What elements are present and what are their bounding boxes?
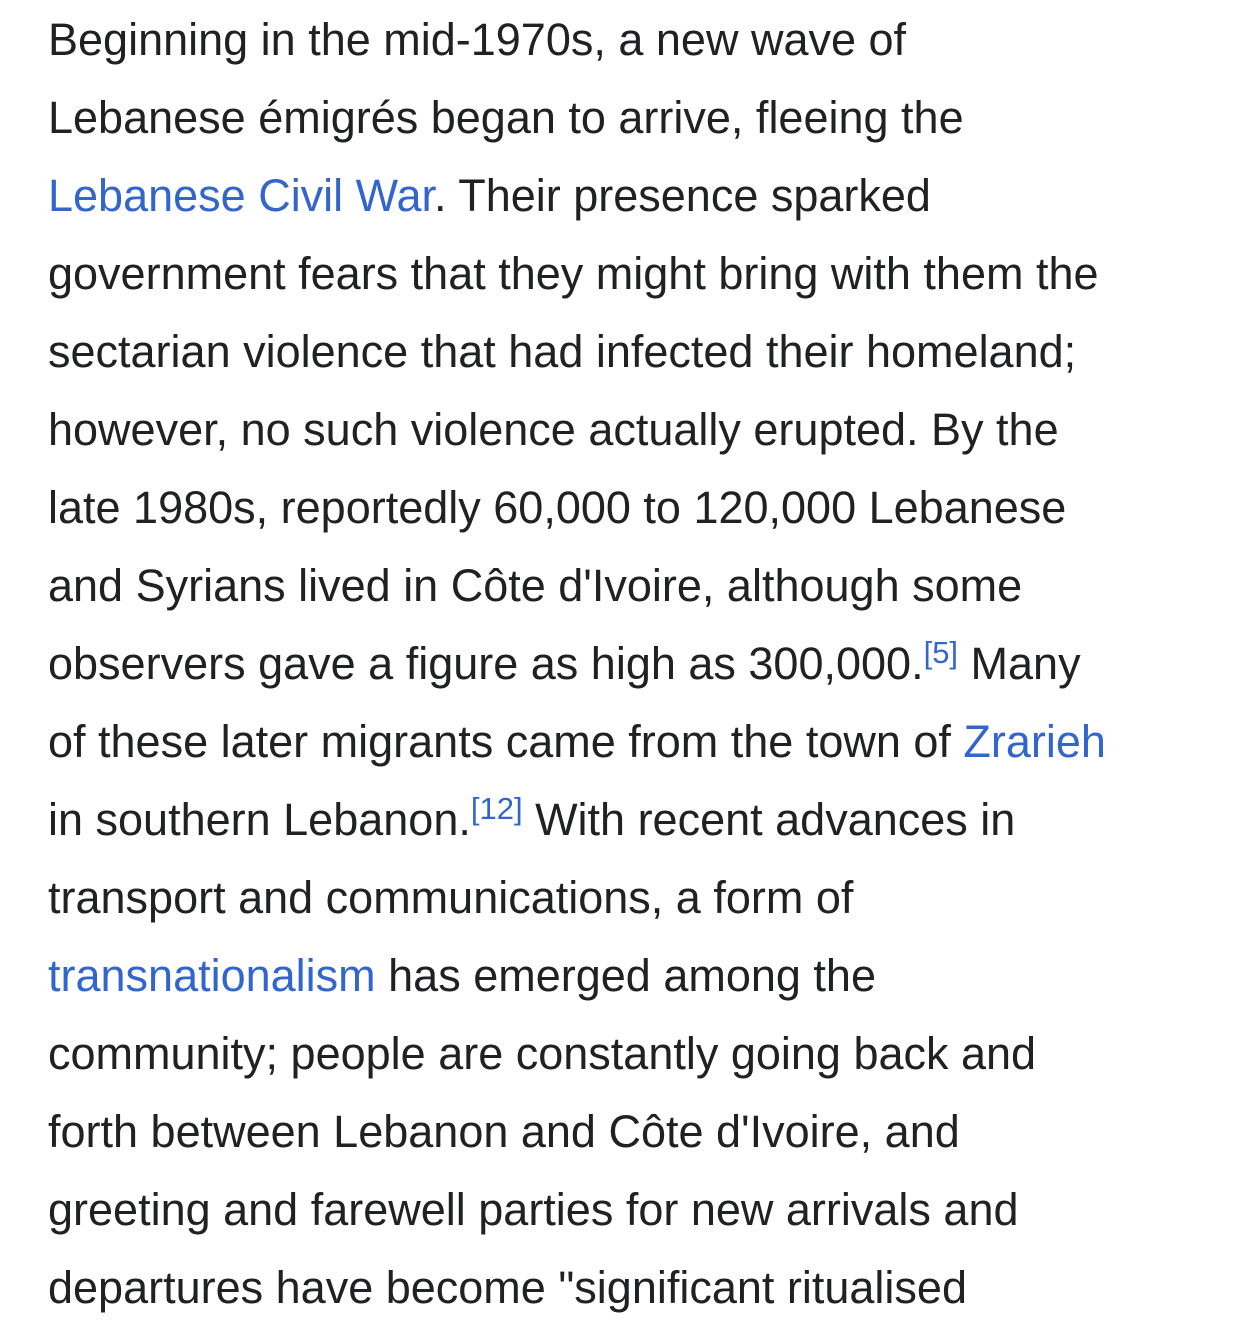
text-line: [48, 547, 1198, 625]
line-text: of these later migrants came from the town of: [48, 716, 964, 767]
line-text: in southern Lebanon.: [48, 794, 471, 845]
line-text: greeting and farewell parties for new arrivals and: [48, 1184, 1019, 1235]
line-text: community; people are constantly going back and: [48, 1028, 1037, 1079]
line-text: With recent advances in: [522, 794, 1016, 845]
text-line: [48, 1249, 1198, 1327]
text-line: [48, 1093, 1198, 1171]
line-text: sectarian violence that had infected their homeland;: [48, 326, 1077, 377]
link-zrarieh[interactable]: Zrarieh: [963, 716, 1106, 767]
text-line: [48, 625, 1198, 703]
link-transnationalism[interactable]: transnationalism: [48, 950, 376, 1001]
text-line: [48, 469, 1198, 547]
text-line: [48, 859, 1198, 937]
line-text: and Syrians lived in Côte d'Ivoire, although some: [48, 560, 1023, 611]
text-line: [48, 781, 1198, 859]
text-line: [48, 1, 1198, 79]
line-text: Beginning in the mid-1970s, a new wave of: [48, 14, 907, 65]
text-line: [48, 157, 1198, 235]
text-line: [48, 1015, 1198, 1093]
line-text: government fears that they might bring with them the: [48, 248, 1099, 299]
paragraph-text: [48, 1, 1198, 1327]
line-text: late 1980s, reportedly 60,000 to 120,000 Lebanese: [48, 482, 1067, 533]
text-line: [48, 1171, 1198, 1249]
line-text: transport and communications, a form of: [48, 872, 854, 923]
line-text: departures have become "significant ritualised: [48, 1262, 967, 1313]
text-line: [48, 79, 1198, 157]
line-text: has emerged among the: [375, 950, 876, 1001]
link-lebanese-civil-war[interactable]: Lebanese Civil War: [48, 170, 435, 221]
citation-ref-12[interactable]: [12]: [470, 791, 523, 826]
text-line: [48, 703, 1198, 781]
text-line: [48, 313, 1198, 391]
citation-ref-5[interactable]: [5]: [923, 635, 959, 670]
line-text: . Their presence sparked: [434, 170, 931, 221]
line-text: Lebanese émigrés began to arrive, fleeing the: [48, 92, 964, 143]
text-line: [48, 235, 1198, 313]
line-text: forth between Lebanon and Côte d'Ivoire, and: [48, 1106, 960, 1157]
text-line: [48, 937, 1198, 1015]
line-text: Many: [958, 638, 1081, 689]
line-text: observers gave a figure as high as 300,000.: [48, 638, 924, 689]
article-paragraph: [48, 1, 1198, 1327]
line-text: however, no such violence actually erupted. By the: [48, 404, 1059, 455]
text-line: [48, 391, 1198, 469]
